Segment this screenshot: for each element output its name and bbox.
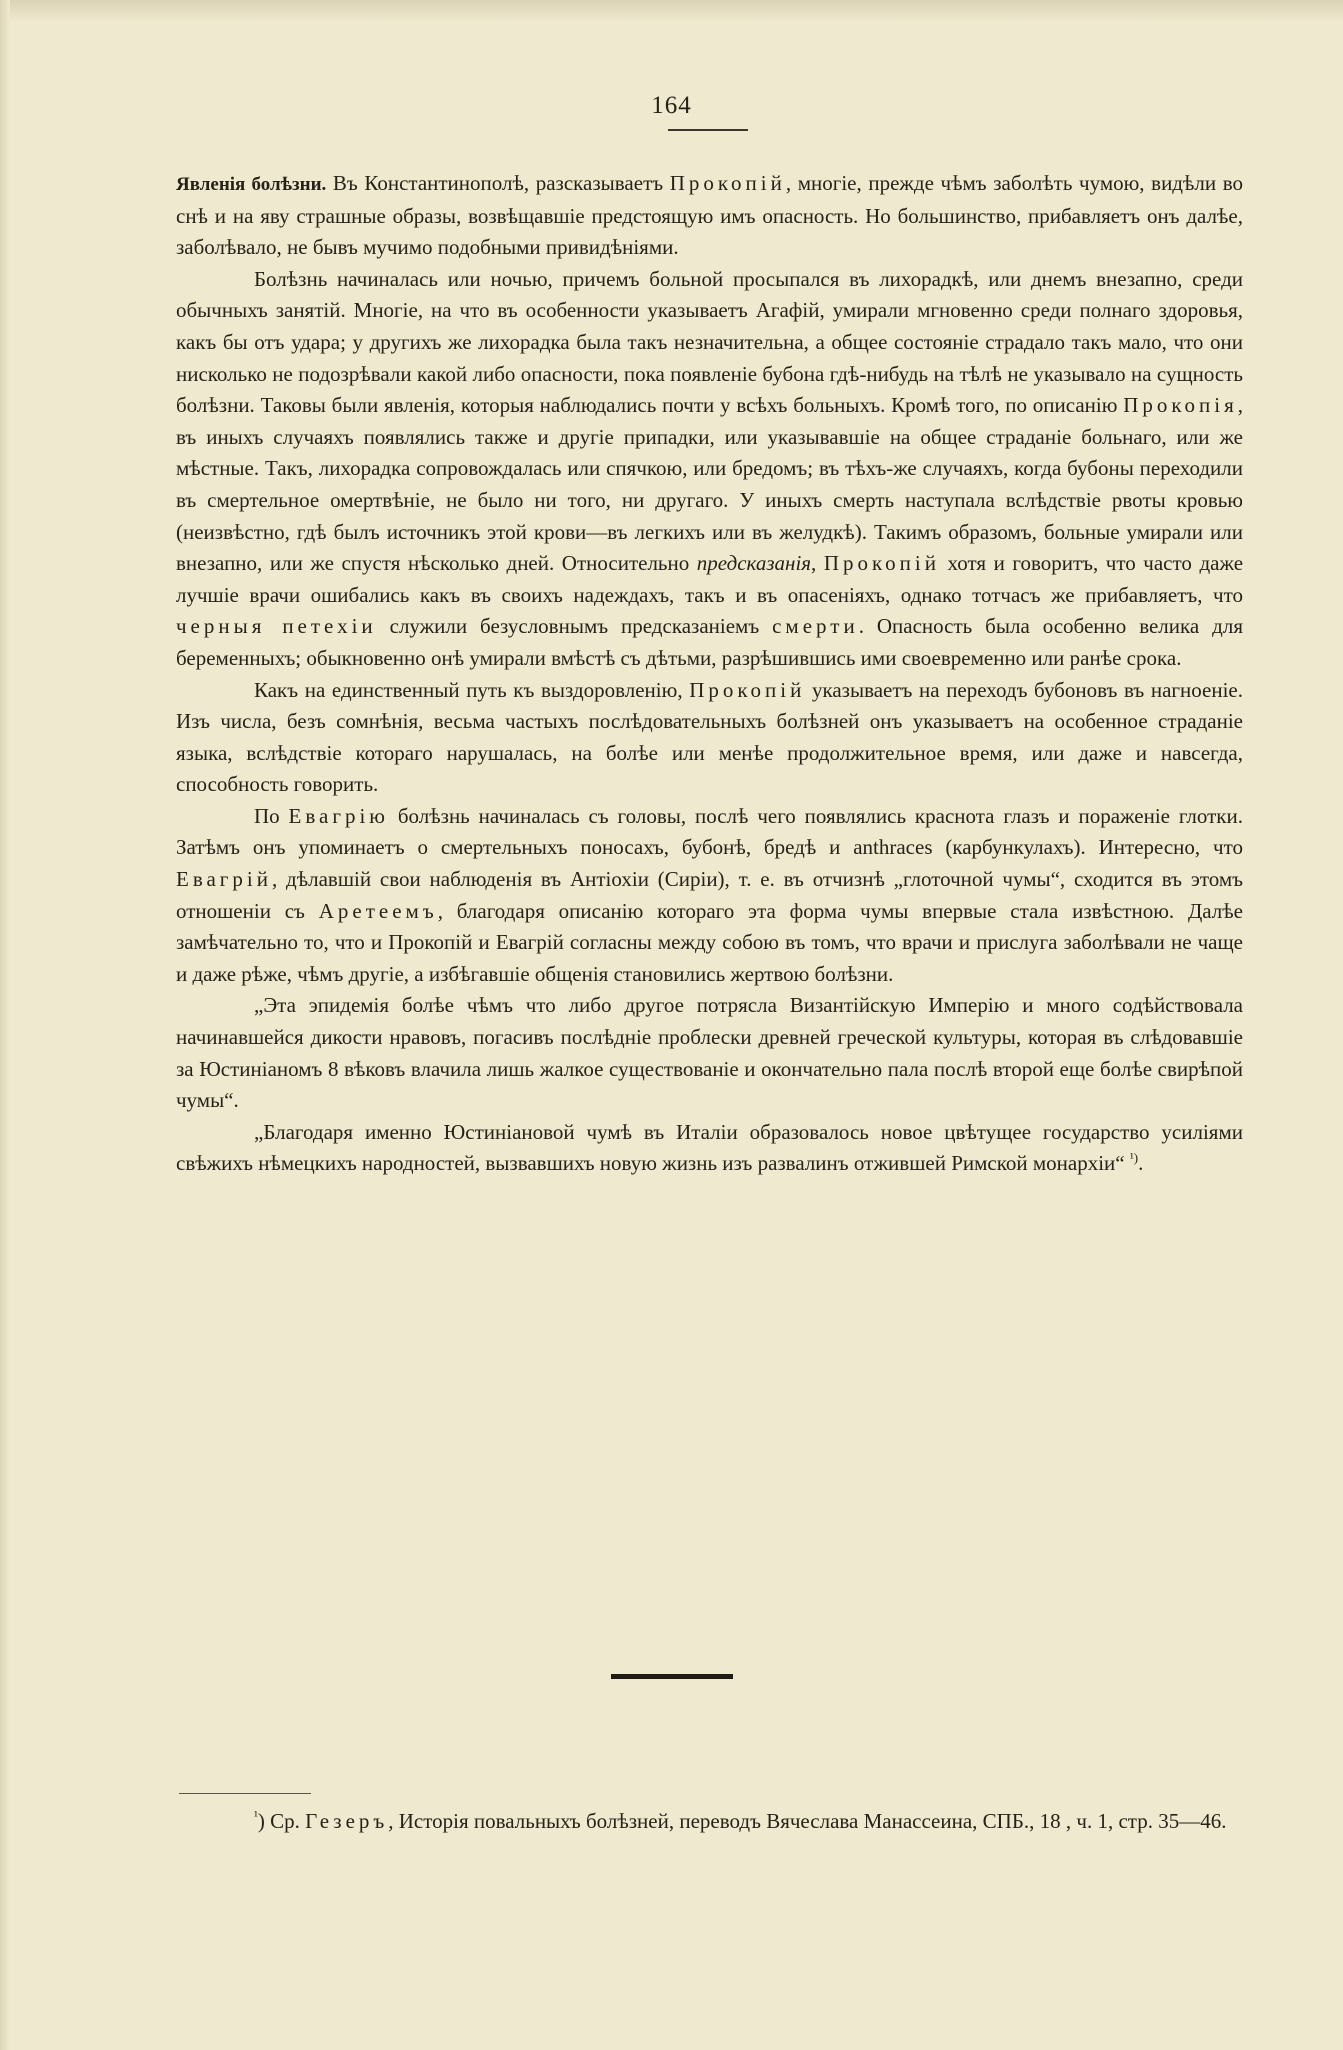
spaced-name: Прокопія bbox=[1123, 393, 1238, 418]
text-run: „Эта эпидемія болѣе чѣмъ что либо другое потрясла Византійскую Имперію и много содѣйствовала начинавшейся дикости нравовъ, погасивъ послѣдніе проблески древней греческой культуры, которая въ слѣдовавшіе за Юстиніаномъ 8 вѣковъ влачила лишь жалкое существованіе и окончательно пала послѣ второй еще болѣе свирѣпой чумы“. bbox=[176, 993, 1243, 1113]
spaced-name: Прокопій bbox=[823, 551, 940, 576]
text-run: , благодаря описанію котораго эта форма чумы впервые стала извѣстною. Далѣе замѣчательно то, что и Прокопій и Евагрій согласны между собою въ томъ, что врачи и прислуга заболѣвали не чаще и даже рѣже, чѣмъ другіе, а избѣгавшіе общенія становились жертвою болѣзни. bbox=[176, 898, 1243, 986]
text-run: По bbox=[254, 803, 289, 828]
text-run: , въ иныхъ случаяхъ появлялись также и другіе припадки, или указывавшіе на общее страданіе больнаго, или же мѣстные. Такъ, лихорадка сопровождалась или спячкою, или бредомъ; въ тѣхъ-же случаяхъ, когда бубоны переходили въ смертельное омертвѣніе, не было ни того, ни другаго. У иныхъ смерть наступала вслѣдствіе рвоты кровью (неизвѣстно, гдѣ былъ источникъ этой крови—въ легкихъ или въ желудкѣ). Такимъ образомъ, больные умирали или внезапно, или же спустя нѣсколько дней. Относительно bbox=[176, 393, 1243, 576]
spaced-name: Евагрій bbox=[176, 867, 272, 892]
text-run: Въ Константинополѣ, разсказываетъ bbox=[326, 171, 670, 195]
text-run: . bbox=[1138, 1151, 1144, 1176]
text-run: , дѣлавшій свои наблюденія въ Антіохіи (Сиріи), т. е. въ отчизнѣ „глоточной чумы“, сходится въ этомъ отношеніи съ bbox=[176, 867, 1243, 923]
paragraph-body bbox=[176, 171, 1243, 259]
spaced-name: Аретеемъ bbox=[318, 898, 438, 923]
paragraph-quote-byzantium bbox=[176, 990, 1243, 1116]
spaced-name: Гезеръ bbox=[305, 1809, 389, 1833]
text-run: служили безусловнымъ предсказаніемъ bbox=[376, 614, 773, 639]
text-run: . Опасность была особенно велика для беременныхъ; обыкновенно онѣ умирали вмѣстѣ съ дѣтьми, разрѣшившись ими своевременно или ранѣе срока. bbox=[176, 614, 1243, 670]
text-run: , многіе, прежде чѣмъ заболѣть чумою, видѣли во снѣ и на яву страшные образы, возвѣщавшіе предстоящую имъ опасность. Но большинство, прибавляетъ онъ далѣе, заболѣвало, не бывъ мучимо подобными привидѣніями. bbox=[176, 171, 1243, 260]
italic-term: предсказанія bbox=[696, 551, 812, 576]
section-lead: Явленія болѣзни. bbox=[176, 174, 327, 195]
text-run: „Благодаря именно Юстиніановой чумѣ въ Италіи образовалось новое цвѣтущее государство усиліями свѣжихъ нѣмецкихъ народностей, вызвавшихъ новую жизнь изъ развалинъ отжившей Римской монархіи“ bbox=[176, 1119, 1243, 1176]
page-top-edge bbox=[0, 0, 1343, 22]
paragraph-evagrius bbox=[176, 801, 1243, 991]
paragraph-quote-italy bbox=[176, 1117, 1243, 1180]
section-end-rule bbox=[611, 1674, 733, 1679]
footnote bbox=[176, 1802, 1243, 1840]
paragraph-symptoms bbox=[176, 168, 1243, 264]
footnote-ref: ¹ bbox=[254, 1808, 258, 1823]
footnote-ref: ¹) bbox=[1129, 1150, 1139, 1166]
page-number: 164 bbox=[651, 92, 692, 119]
main-text bbox=[176, 168, 1243, 1180]
spaced-name: Прокопій bbox=[669, 171, 786, 195]
spaced-name: смерти bbox=[772, 614, 859, 639]
page-number-underline bbox=[668, 129, 748, 131]
text-run: , bbox=[811, 551, 824, 576]
paragraph-onset bbox=[176, 264, 1243, 675]
text-run: Какъ на единственный путь къ выздоровленію, bbox=[254, 677, 690, 702]
footnote-text bbox=[176, 1802, 1243, 1840]
text-run: хотя и говоритъ, что часто даже лучшіе врачи ошибались какъ въ своихъ надеждахъ, такъ и въ опасеніяхъ, однако тотчасъ же прибавляетъ, что bbox=[176, 551, 1244, 607]
spaced-name: черныя петехіи bbox=[176, 614, 377, 639]
paragraph-recovery bbox=[176, 675, 1243, 801]
text-run: , Исторія повальныхъ болѣзней, переводъ Вячеслава Манассеина, СПБ., 18 , ч. 1, стр. 35—46. bbox=[388, 1809, 1227, 1833]
page-left-edge bbox=[0, 0, 10, 2050]
spaced-name: Евагрію bbox=[288, 803, 389, 828]
text-run: ) Ср. bbox=[257, 1809, 306, 1833]
text-run: указываетъ на переходъ бубоновъ въ нагноеніе. Изъ числа, безъ сомнѣнія, весьма частыхъ послѣдовательныхъ болѣзней онъ указываетъ на особенное страданіе языка, вслѣдствіе котораго нарушалась, на болѣе или менѣе продолжительное время, или даже и навсегда, способность говорить. bbox=[176, 677, 1243, 797]
footnote-separator bbox=[179, 1793, 311, 1794]
text-run: Болѣзнь начиналась или ночью, причемъ больной просыпался въ лихорадкѣ, или днемъ внезапно, среди обычныхъ занятій. Многіе, на что въ особенности указываетъ Агафій, умирали мгновенно среди полнаго здоровья, какъ бы отъ удара; у другихъ же лихорадка была такъ незначительна, а общее состояніе страдало такъ мало, что они нисколько не подозрѣвали какой либо опасности, пока появленіе бубона гдѣ-нибудь на тѣлѣ не указывало на сущность болѣзни. Таковы были явленія, которыя наблюдались почти у всѣхъ больныхъ. Кромѣ того, по описанію bbox=[176, 266, 1243, 418]
spaced-name: Прокопій bbox=[689, 677, 806, 702]
text-run: болѣзнь начиналась съ головы, послѣ чего появлялись краснота глазъ и пораженіе глотки. Затѣмъ онъ упоминаетъ о смертельныхъ поносахъ, бубонѣ, бредѣ и anthraces (карбункулахъ). Интересно, что bbox=[176, 803, 1243, 860]
